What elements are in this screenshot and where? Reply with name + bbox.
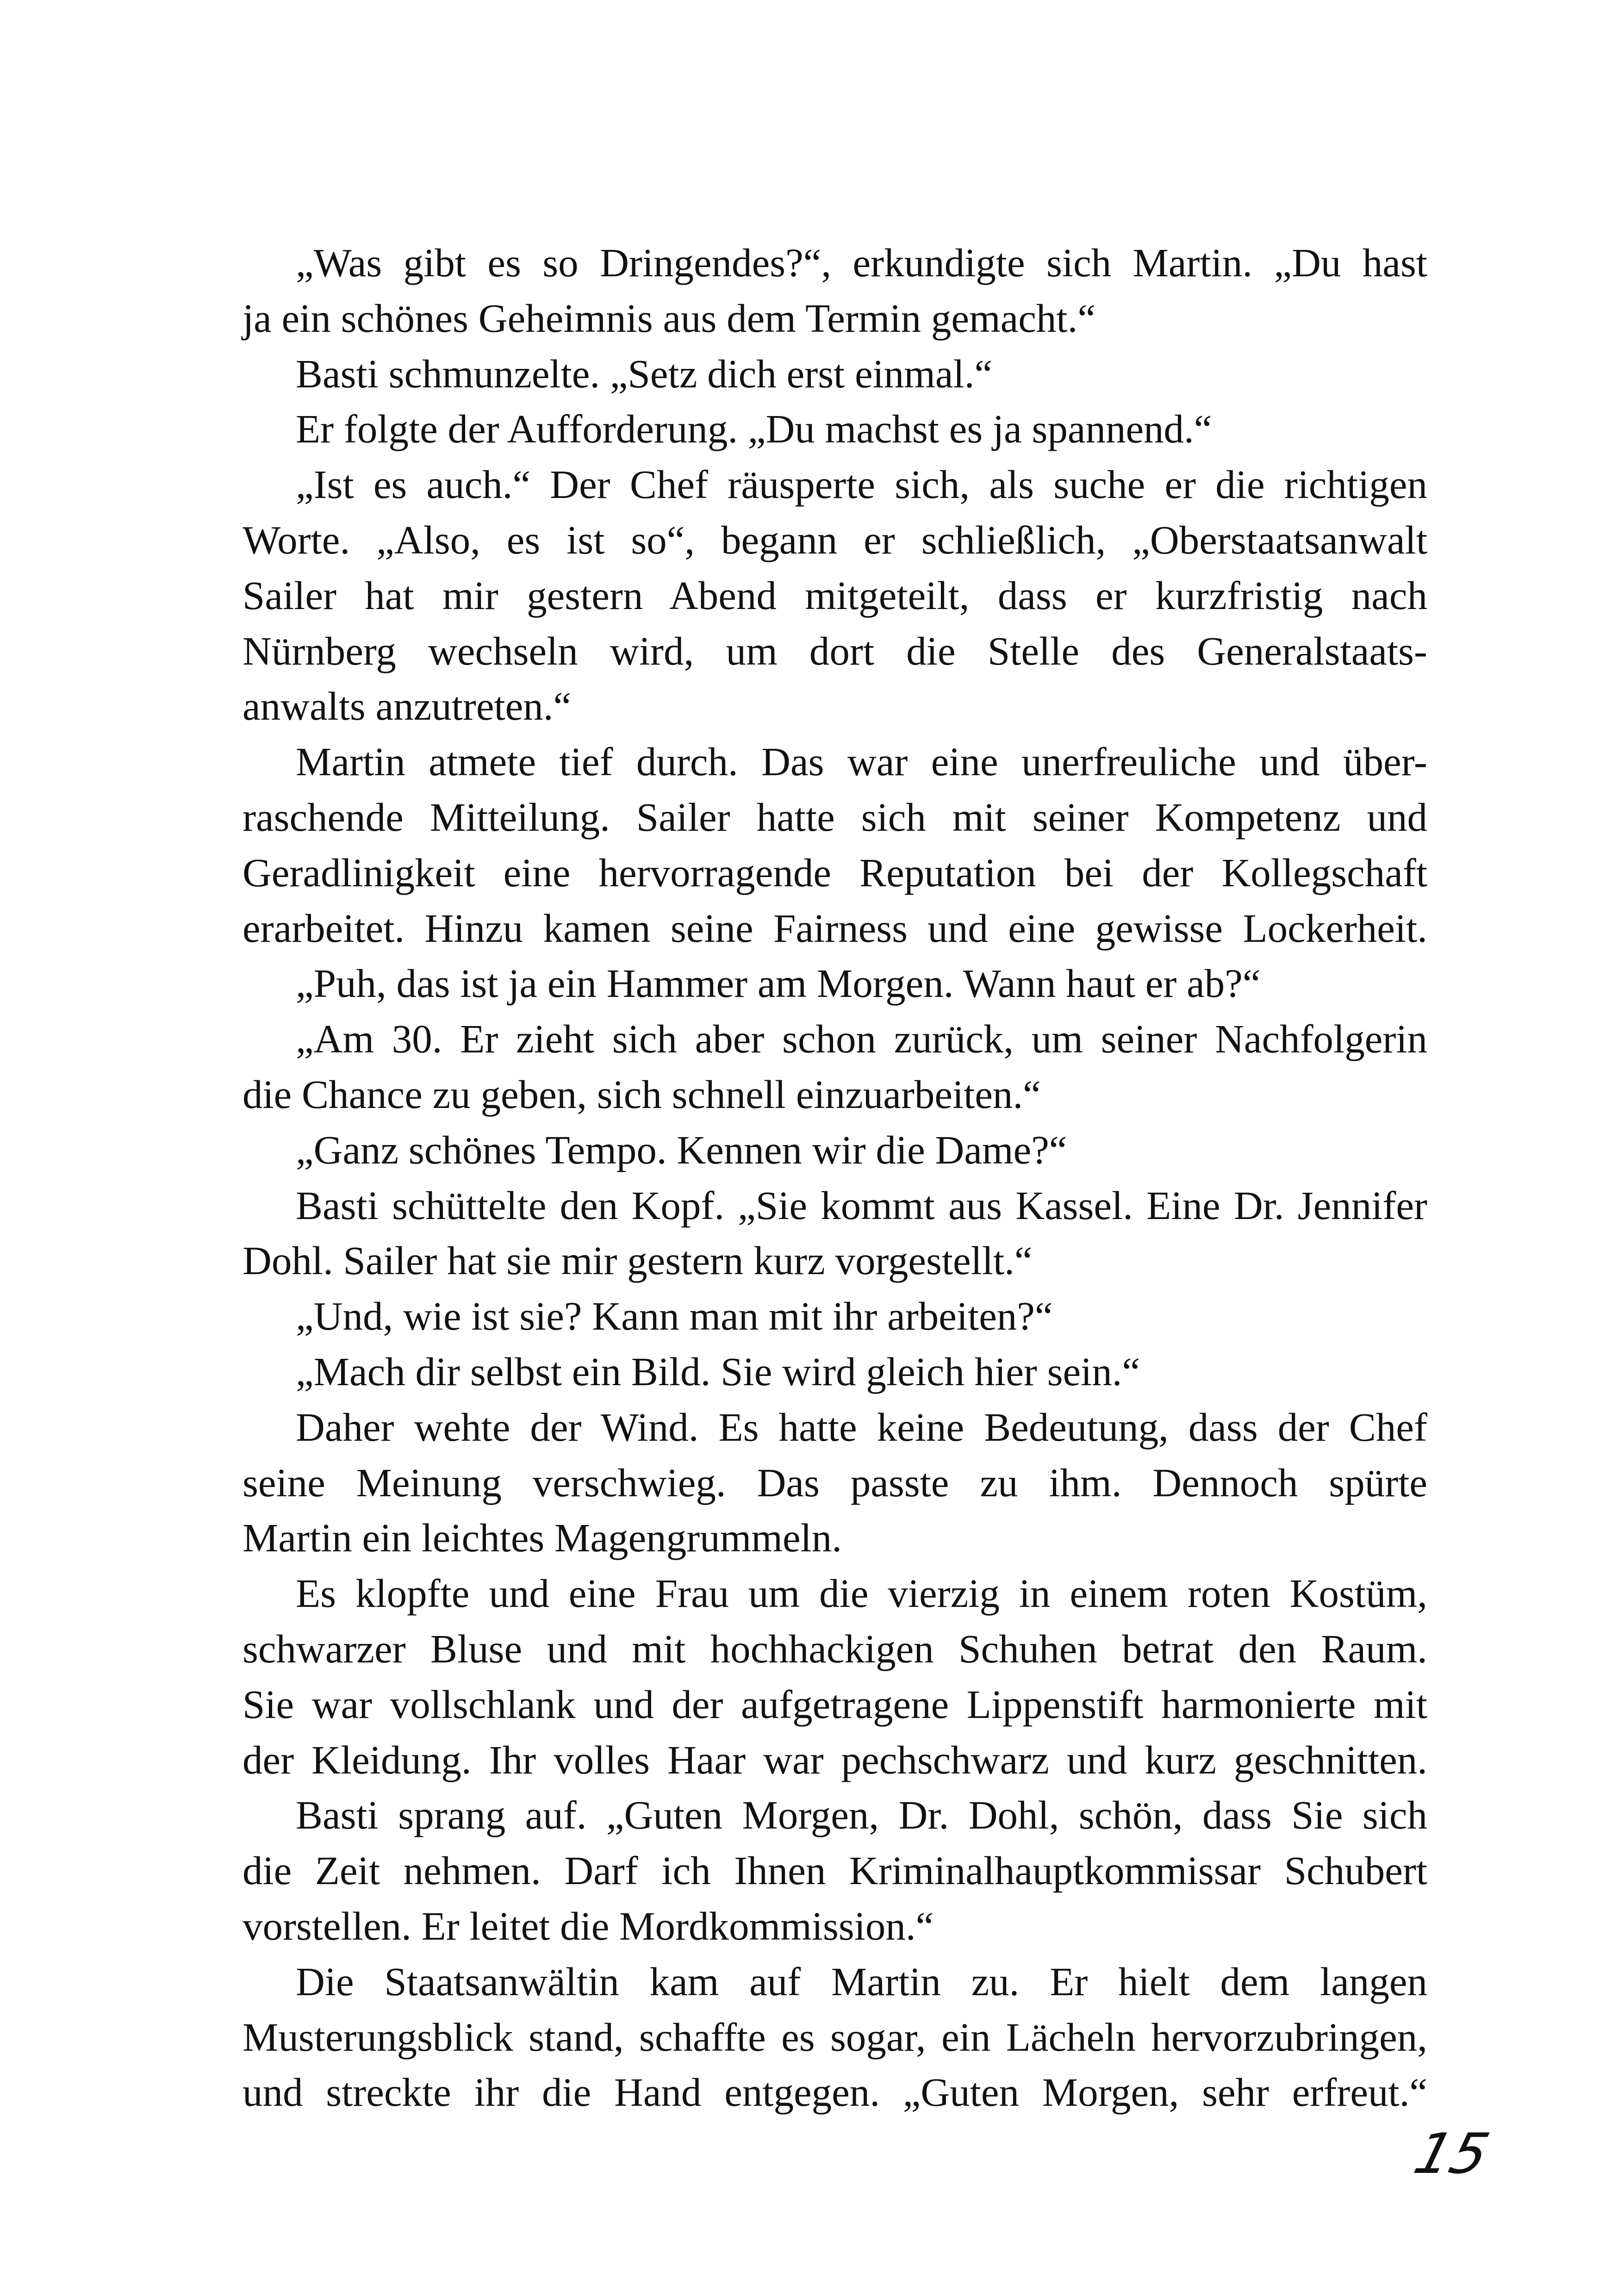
text-line: „Ganz schönes Tempo. Kennen wir die Dame?“: [296, 1127, 1067, 1172]
text-line: die Zeit nehmen. Darf ich Ihnen Kriminalhauptkommissar Schubert: [243, 1848, 1427, 1893]
text-line: Martin atmete tief durch. Das war eine unerfreuliche und über-: [296, 739, 1427, 784]
text-line: Sailer hat mir gestern Abend mitgeteilt, dass er kurzfristig nach: [243, 572, 1427, 618]
page-number: 15: [1407, 2122, 1496, 2186]
text-line: „Ist es auch.“ Der Chef räusperte sich, als suche er die richtigen: [296, 462, 1427, 507]
text-line: „Was gibt es so Dringendes?“, erkundigte sich Martin. „Du hast: [296, 240, 1427, 285]
text-line: Daher wehte der Wind. Es hatte keine Bedeutung, dass der Chef: [296, 1404, 1427, 1450]
text-line: Martin ein leichtes Magengrummeln.: [243, 1515, 842, 1561]
text-line: raschende Mitteilung. Sailer hatte sich mit seiner Kompetenz und: [243, 794, 1427, 840]
text-line: „Und, wie ist sie? Kann man mit ihr arbeiten?“: [296, 1294, 1053, 1339]
text-line: Sie war vollschlank und der aufgetragene Lippenstift harmonierte mit: [243, 1681, 1427, 1727]
text-line: „Mach dir selbst ein Bild. Sie wird gleich hier sein.“: [296, 1349, 1140, 1394]
text-line: die Chance zu geben, sich schnell einzuarbeiten.“: [243, 1071, 1041, 1117]
body-text: [243, 235, 1427, 2120]
text-line: und streckte ihr die Hand entgegen. „Guten Morgen, sehr erfreut.“: [243, 2070, 1427, 2115]
text-line: der Kleidung. Ihr volles Haar war pechschwarz und kurz geschnitten.: [243, 1737, 1427, 1782]
text-line: Es klopfte und eine Frau um die vierzig in einem roten Kostüm,: [296, 1571, 1427, 1616]
text-line: Musterungsblick stand, schaffte es sogar, ein Lächeln hervorzubringen,: [243, 2014, 1427, 2060]
text-line: erarbeitet. Hinzu kamen seine Fairness und eine gewisse Lockerheit.: [243, 905, 1427, 951]
text-line: Worte. „Also, es ist so“, begann er schließlich, „Oberstaatsanwalt: [243, 517, 1427, 562]
text-line: seine Meinung verschwieg. Das passte zu ihm. Dennoch spürte: [243, 1460, 1427, 1505]
text-line: Nürnberg wechseln wird, um dort die Stelle des Generalstaats-: [243, 628, 1427, 673]
text-line: Basti schmunzelte. „Setz dich erst einmal.“: [296, 351, 993, 396]
text-line: Er folgte der Aufforderung. „Du machst es ja spannend.“: [296, 406, 1212, 452]
text-line: Geradlinigkeit eine hervorragende Reputation bei der Kollegschaft: [243, 850, 1427, 895]
text-line: „Am 30. Er zieht sich aber schon zurück, um seiner Nachfolgerin: [296, 1016, 1427, 1062]
text-line: Dohl. Sailer hat sie mir gestern kurz vorgestellt.“: [243, 1238, 1033, 1283]
text-line: anwalts anzutreten.“: [243, 684, 572, 729]
text-line: Basti sprang auf. „Guten Morgen, Dr. Dohl, schön, dass Sie sich: [296, 1792, 1427, 1838]
text-line: schwarzer Bluse und mit hochhackigen Schuhen betrat den Raum.: [243, 1626, 1427, 1671]
text-line: vorstellen. Er leitet die Mordkommission.“: [243, 1903, 934, 1948]
text-line: „Puh, das ist ja ein Hammer am Morgen. Wann haut er ab?“: [296, 961, 1261, 1006]
text-line: ja ein schönes Geheimnis aus dem Termin gemacht.“: [243, 295, 1095, 341]
text-line: Basti schüttelte den Kopf. „Sie kommt aus Kassel. Eine Dr. Jennifer: [296, 1182, 1427, 1228]
text-line: Die Staatsanwältin kam auf Martin zu. Er hielt dem langen: [296, 1959, 1427, 2004]
